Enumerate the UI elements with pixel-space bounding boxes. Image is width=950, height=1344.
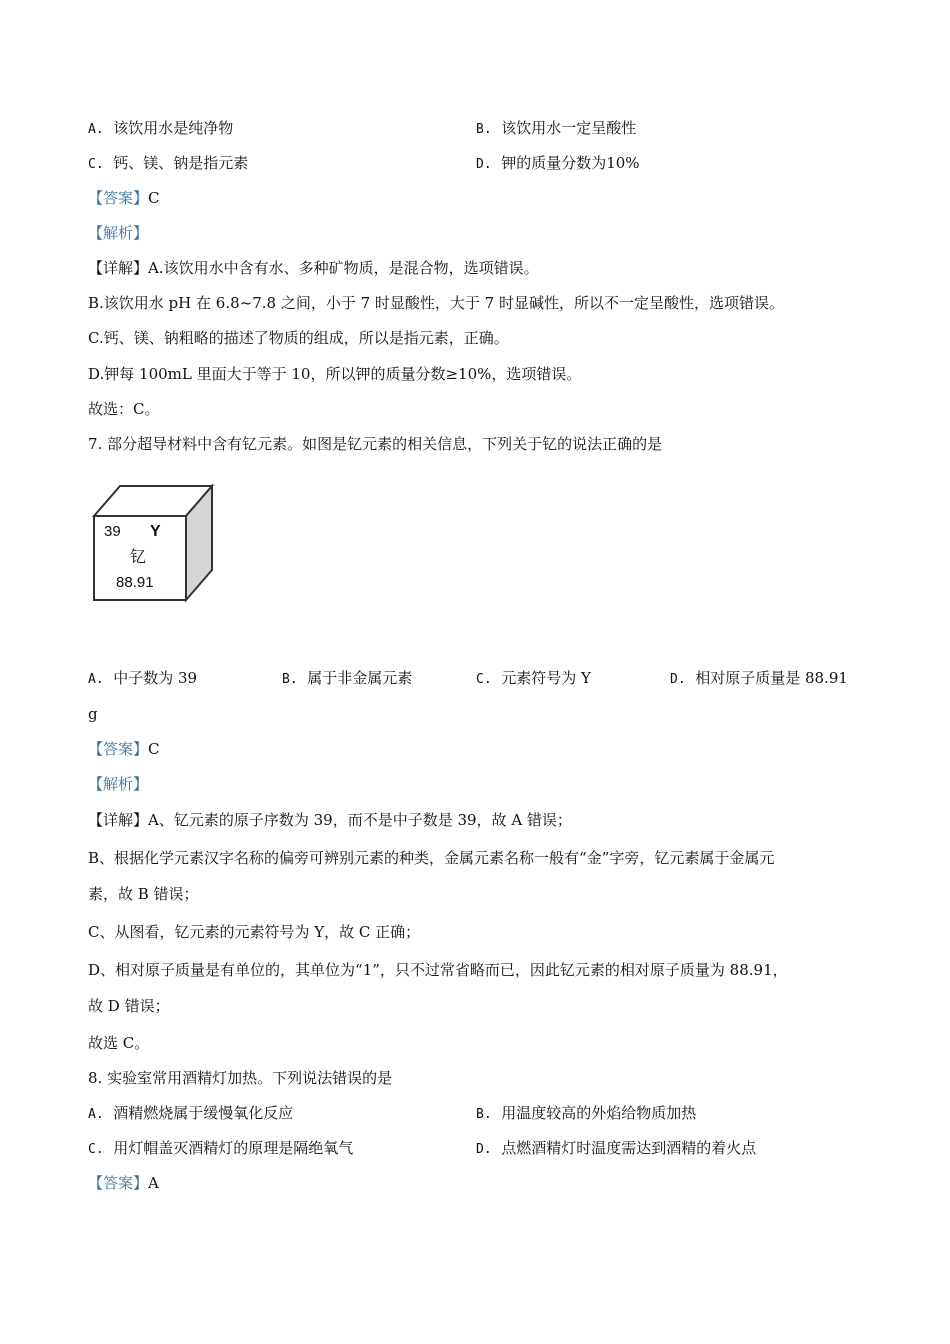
option-text: 该饮用水一定呈酸性 bbox=[501, 119, 637, 137]
q6-detail-line-5: 故选：C。 bbox=[88, 400, 160, 418]
q6-answer bbox=[88, 188, 160, 208]
q6-analysis-heading bbox=[88, 223, 148, 243]
q6-detail-line-4: D.钾每 100mL 里面大于等于 10，所以钾的质量分数≥10%，选项错误。 bbox=[88, 365, 582, 383]
detail-text: A、钇元素的原子序数为 39，而不是中子数是 39，故 A 错误； bbox=[148, 811, 572, 829]
q7-detail-line-4a: D、相对原子质量是有单位的，其单位为“1”，只不过常省略而已，因此钇元素的相对原子质量为 88.91， bbox=[88, 961, 788, 979]
answer-value: A bbox=[148, 1174, 159, 1192]
q6-detail-line-1 bbox=[88, 258, 539, 278]
detail-text: A.该饮用水中含有水、多种矿物质，是混合物，选项错误。 bbox=[148, 259, 539, 277]
q7-option-c bbox=[476, 668, 591, 688]
q7-detail-line-5: 故选 C。 bbox=[88, 1034, 150, 1052]
q8-stem: 8. 实验室常用酒精灯加热。下列说法错误的是 bbox=[88, 1069, 393, 1087]
element-symbol: Y bbox=[150, 523, 161, 540]
analysis-tag: 【解析】 bbox=[88, 224, 149, 242]
analysis-tag: 【解析】 bbox=[88, 775, 149, 793]
option-letter: A. bbox=[88, 672, 104, 687]
answer-value: C bbox=[148, 189, 160, 207]
q6-option-d bbox=[476, 153, 640, 173]
option-text: 中子数为 39 bbox=[113, 669, 198, 687]
q7-answer bbox=[88, 739, 160, 759]
option-letter: B. bbox=[476, 1107, 492, 1122]
option-letter: B. bbox=[476, 122, 492, 137]
option-text: 相对原子质量是 88.91 bbox=[695, 669, 848, 687]
q7-detail-line-3: C、从图看，钇元素的元素符号为 Y，故 C 正确； bbox=[88, 923, 421, 941]
q8-option-a bbox=[88, 1103, 293, 1123]
option-letter: B. bbox=[282, 672, 298, 687]
option-text: 酒精燃烧属于缓慢氧化反应 bbox=[113, 1104, 294, 1122]
answer-tag: 【答案】 bbox=[88, 189, 149, 207]
option-text: 点燃酒精灯时温度需达到酒精的着火点 bbox=[501, 1139, 757, 1157]
detail-tag: 【详解】 bbox=[88, 259, 149, 277]
answer-tag: 【答案】 bbox=[88, 740, 149, 758]
answer-value: C bbox=[148, 740, 160, 758]
q7-option-a bbox=[88, 668, 197, 688]
q7-option-b bbox=[282, 668, 412, 688]
q8-answer bbox=[88, 1173, 159, 1193]
q8-option-c bbox=[88, 1138, 353, 1158]
option-letter: A. bbox=[88, 1107, 104, 1122]
q7-stem: 7. 部分超导材料中含有钇元素。如图是钇元素的相关信息，下列关于钇的说法正确的是 bbox=[88, 435, 663, 453]
option-letter: D. bbox=[670, 672, 686, 687]
element-name: 钇 bbox=[130, 547, 147, 566]
option-text: 钙、镁、钠是指元素 bbox=[113, 154, 249, 172]
q6-detail-line-2: B.该饮用水 pH 在 6.8~7.8 之间，小于 7 时显酸性，大于 7 时显碱性，所以不一定呈酸性，选项错误。 bbox=[88, 294, 784, 312]
option-letter: D. bbox=[476, 157, 492, 172]
option-text: 该饮用水是纯净物 bbox=[113, 119, 234, 137]
atomic-number: 39 bbox=[104, 523, 121, 540]
q8-option-d bbox=[476, 1138, 756, 1158]
element-cube-figure bbox=[90, 484, 216, 604]
option-text: 属于非金属元素 bbox=[307, 669, 413, 687]
q7-option-d bbox=[670, 668, 848, 688]
q6-detail-line-3: C.钙、镁、钠粗略的描述了物质的组成，所以是指元素，正确。 bbox=[88, 329, 509, 347]
option-letter: C. bbox=[88, 1142, 104, 1157]
q7-detail-line-2a: B、根据化学元素汉字名称的偏旁可辨别元素的种类，金属元素名称一般有“金”字旁，钇元素属于金属元 bbox=[88, 849, 775, 867]
q6-option-b bbox=[476, 118, 636, 138]
atomic-mass: 88.91 bbox=[116, 574, 154, 591]
option-letter: C. bbox=[88, 157, 104, 172]
option-text: 元素符号为 Y bbox=[501, 669, 591, 687]
q7-detail-line-4b: 故 D 错误； bbox=[88, 997, 170, 1015]
q7-detail-line-2b: 素，故 B 错误； bbox=[88, 885, 199, 903]
answer-tag: 【答案】 bbox=[88, 1174, 149, 1192]
element-cube-drawing bbox=[90, 484, 216, 604]
option-letter: D. bbox=[476, 1142, 492, 1157]
q6-option-a bbox=[88, 118, 233, 138]
q6-option-c bbox=[88, 153, 248, 173]
option-text: 钾的质量分数为10% bbox=[501, 154, 640, 172]
option-letter: C. bbox=[476, 672, 492, 687]
q7-detail-line-1 bbox=[88, 810, 572, 830]
q7-analysis-heading bbox=[88, 774, 148, 794]
option-text: 用灯帽盖灭酒精灯的原理是隔绝氧气 bbox=[113, 1139, 354, 1157]
option-text: 用温度较高的外焰给物质加热 bbox=[501, 1104, 697, 1122]
q8-option-b bbox=[476, 1103, 696, 1123]
option-letter: A. bbox=[88, 122, 104, 137]
detail-tag: 【详解】 bbox=[88, 811, 149, 829]
q7-option-d-wrap: g bbox=[88, 705, 98, 723]
